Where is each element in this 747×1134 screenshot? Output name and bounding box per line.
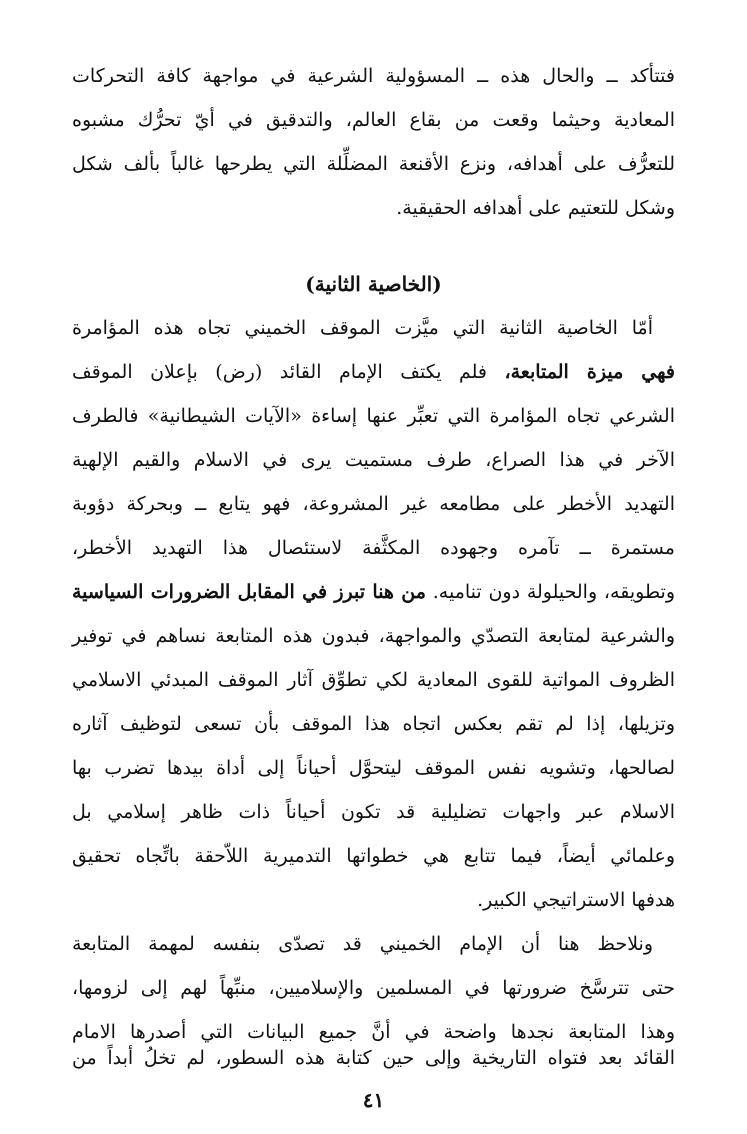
paragraph-2-line-6: مستمرة ــ تآمره وجهوده المكثَّفة لاستئصال هذا التهديد الأخطر، <box>72 537 675 559</box>
paragraph-2-line-14: هدفها الاستراتيجي الكبير. <box>477 889 675 911</box>
paragraph-1-line-4: وشكل للتعتيم على أهدافه الحقيقية. <box>396 197 675 219</box>
paragraph-3-line-4: القائد بعد فتواه التاريخية وإلى حين كتابة هذه السطور، لم تخلُ أبداً من <box>72 1047 675 1069</box>
paragraph-1-line-2: المعادية وحيثما وقعت من بقاع العالم، والتدقيق في أيّ تحرُّك مشبوه <box>72 109 675 131</box>
paragraph-3-line-2: حتى تترسَّخ ضرورتها في المسلمين والإسلاميين، منبِّهاً لهم إلى لزومها، <box>72 977 675 999</box>
paragraph-3-line-1: ونلاحظ هنا أن الإمام الخميني قد تصدّى بنفسه لمهمة المتابعة <box>72 933 653 955</box>
bold-phrase: من هنا تبرز في المقابل الضرورات السياسية <box>72 581 426 603</box>
paragraph-2-line-8: والشرعية لمتابعة التصدّي والمواجهة، فبدون هذه المتابعة نساهم في توفير <box>72 625 675 647</box>
paragraph-1-line-3: للتعرُّف على أهدافه، ونزع الأقنعة المضلِّلة التي يطرحها غالباً بألف شكل <box>72 153 675 175</box>
paragraph-1-line-1: فتتأكد ــ والحال هذه ــ المسؤولية الشرعية في مواجهة كافة التحركات <box>72 65 675 87</box>
bold-phrase: فهي ميزة المتابعة، <box>504 361 675 383</box>
paragraph-2-line-2 <box>72 354 675 390</box>
paragraph-2-line-4: الآخر في هذا الصراع، طرف مستميت يرى في الاسلام والقيم الإلهية <box>72 449 675 471</box>
line-text: فلم يكتف الإمام القائد (رض) بإعلان الموقف <box>72 361 505 383</box>
paragraph-2-line-9: الظروف المواتية للقوى المعادية لكي تطوِّق آثار الموقف المبدئي الاسلامي <box>72 669 675 691</box>
line-text: وتطويقه، والحيلولة دون تناميه. <box>425 581 675 603</box>
paragraph-2-line-11: لصالحها، وتشويه نفس الموقف ليتحوَّل أحياناً إلى أداة بيدها تضرب بها <box>72 757 675 779</box>
page-number: ٤١ <box>362 1088 385 1112</box>
paragraph-2-line-10: وتزيلها، إذا لم تقم بعكس اتجاه هذا الموقف بأن تسعى لتوظيف آثاره <box>72 713 675 735</box>
paragraph-2-line-3: الشرعي تجاه المؤامرة التي تعبِّر عنها إساءة «الآيات الشيطانية» فالطرف <box>72 405 675 427</box>
paragraph-2-line-13: وعلمائي أيضاً، فيما تتابع هي خطواتها التدميرية اللاّحقة باتِّجاه تحقيق <box>72 845 675 867</box>
paragraph-2-line-7 <box>72 574 675 610</box>
section-heading: (الخاصية الثانية) <box>305 272 442 296</box>
paragraph-2-line-12: الاسلام عبر واجهات تضليلية قد تكون أحياناً ذات ظاهر إسلامي بل <box>72 801 675 823</box>
paragraph-2-line-1: أمّا الخاصية الثانية التي ميَّزت الموقف الخميني تجاه هذه المؤامرة <box>72 317 653 339</box>
paragraph-3-line-3: وهذا المتابعة نجدها واضحة في أنَّ جميع البيانات التي أصدرها الامام <box>72 1021 675 1043</box>
paragraph-2-line-5: التهديد الأخطر على مطامعه غير المشروعة، فهو يتابع ــ وبحركة دؤوبة <box>72 493 675 515</box>
